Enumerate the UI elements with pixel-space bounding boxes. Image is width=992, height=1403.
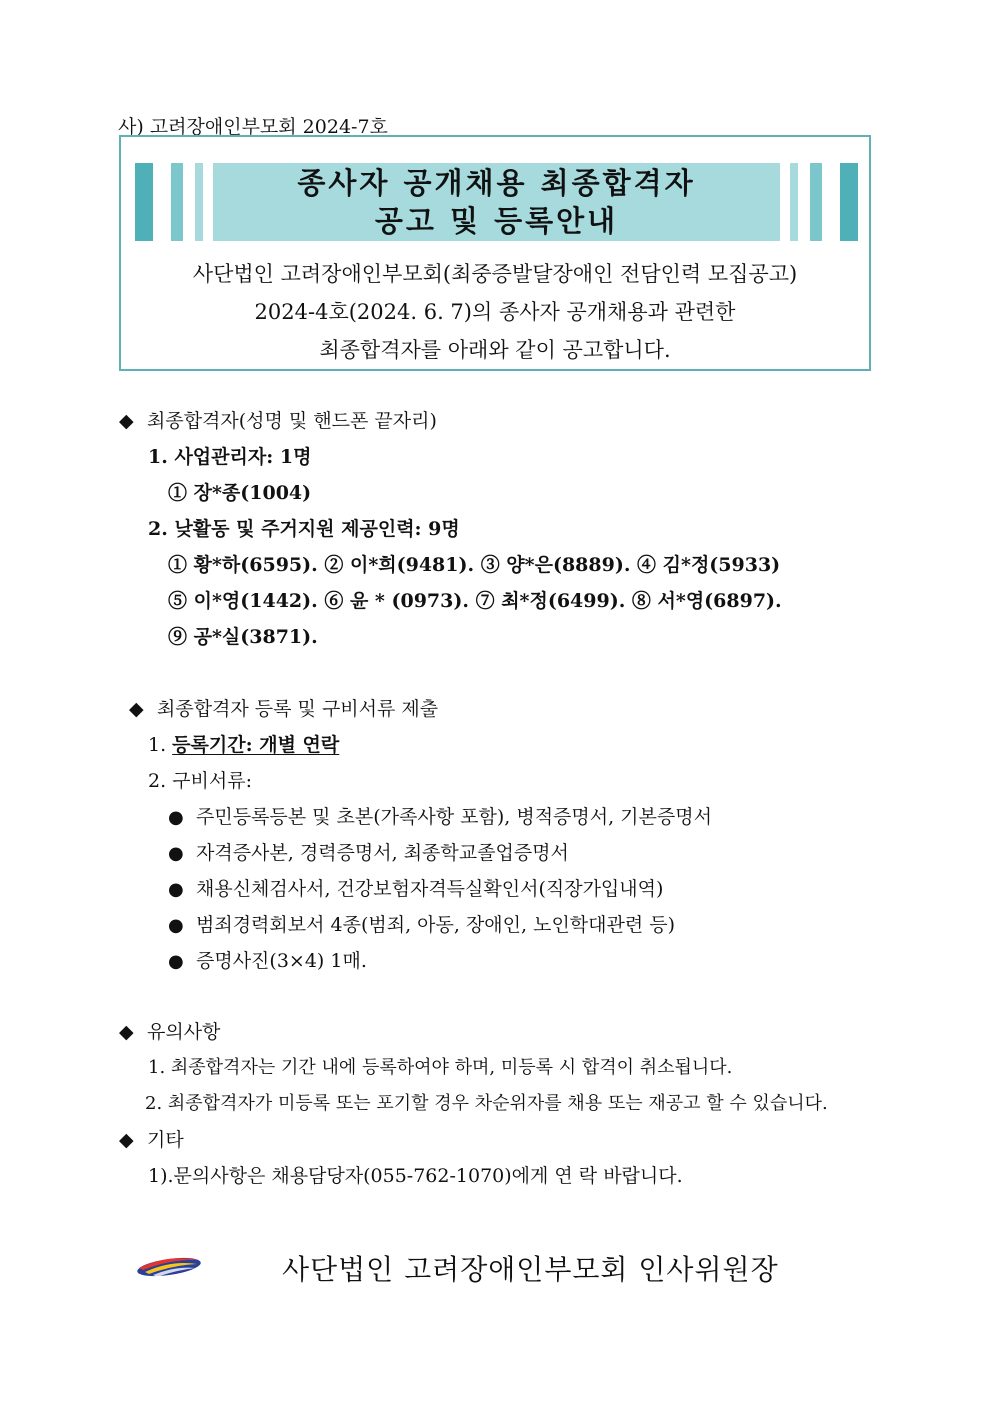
organization-logo [133, 1250, 203, 1282]
section-title: 유의사항 [147, 1021, 221, 1043]
section-title: 최종합격자(성명 및 핸드폰 끝자리) [147, 410, 437, 432]
bullet-icon: ● [168, 807, 184, 828]
section-heading [129, 697, 438, 721]
banner-stripe [810, 163, 822, 241]
list-item: 1).문의사항은 채용담당자(055-762-1070)에게 연 락 바랍니다. [148, 1165, 683, 1187]
banner-stripe [171, 163, 183, 241]
intro-text [121, 255, 869, 369]
banner-title-line2: 공고 및 등록안내 [374, 204, 619, 238]
signature: 사단법인 고려장애인부모회 인사위원장 [282, 1253, 779, 1286]
banner-stripe [790, 163, 798, 241]
bullet-icon: ● [168, 843, 184, 864]
intro-line: 최종합격자를 아래와 같이 공고합니다. [319, 338, 671, 362]
document-item [168, 949, 367, 974]
intro-line: 2024-4호(2024. 6. 7)의 종사자 공개채용과 관련한 [254, 300, 736, 324]
list-number: 1. [148, 734, 173, 756]
list-item: 1. 최종합격자는 기간 내에 등록하여야 하며, 미등록 시 합격이 취소됩니다. [148, 1057, 733, 1078]
document-text: 범죄경력회보서 4종(범죄, 아동, 장애인, 노인학대관련 등) [196, 914, 676, 936]
banner-stripe [195, 163, 203, 241]
list-item: 1. 사업관리자: 1명 [148, 446, 312, 468]
list-item: ① 장*종(1004) [168, 482, 312, 504]
list-item: ① 황*하(6595). ② 이*희(9481). ③ 양*은(8889). ④ 김*정(5933) [168, 554, 781, 576]
registration-period: 등록기간: 개별 연락 [172, 734, 340, 756]
list-item: 2. 낮활동 및 주거지원 제공인력: 9명 [148, 518, 460, 540]
banner-title-line1: 종사자 공개채용 최종합격자 [297, 166, 696, 200]
doc-number: 사) 고려장애인부모회 2024-7호 [118, 116, 388, 138]
document-item [168, 877, 663, 902]
list-item: 2. 구비서류: [148, 770, 252, 792]
document-item [168, 841, 569, 866]
diamond-icon: ◆ [129, 698, 144, 720]
section-title: 기타 [147, 1129, 184, 1151]
section-title: 최종합격자 등록 및 구비서류 제출 [157, 698, 439, 720]
diamond-icon: ◆ [119, 1021, 134, 1043]
bullet-icon: ● [168, 915, 184, 936]
document-text: 증명사진(3×4) 1매. [196, 950, 367, 972]
bullet-icon: ● [168, 951, 184, 972]
section-heading [119, 1020, 220, 1044]
diamond-icon: ◆ [119, 1129, 134, 1151]
section-heading [119, 409, 437, 433]
list-item: ⑨ 공*실(3871). [168, 626, 318, 648]
banner-stripe [840, 163, 858, 241]
document-text: 채용신체검사서, 건강보험자격득실확인서(직장가입내역) [196, 878, 664, 900]
title-banner [135, 163, 858, 241]
document-item [168, 913, 675, 938]
section-heading [119, 1128, 184, 1152]
banner-title [213, 163, 780, 241]
intro-line: 사단법인 고려장애인부모회(최중증발달장애인 전담인력 모집공고) [192, 262, 798, 286]
list-item [148, 733, 339, 757]
bullet-icon: ● [168, 879, 184, 900]
header-box [119, 135, 871, 371]
document-text: 자격증사본, 경력증명서, 최종학교졸업증명서 [196, 842, 569, 864]
document-text: 주민등록등본 및 초본(가족사항 포함), 병적증명서, 기본증명서 [196, 806, 712, 828]
banner-stripe [135, 163, 153, 241]
diamond-icon: ◆ [119, 410, 134, 432]
document-item [168, 805, 712, 830]
list-item: 2. 최종합격자가 미등록 또는 포기할 경우 차순위자를 채용 또는 재공고 할 수 있습니다. [145, 1093, 828, 1114]
list-item: ⑤ 이*영(1442). ⑥ 윤 * (0973). ⑦ 최*정(6499). ⑧ 서*영(6897). [168, 590, 782, 612]
